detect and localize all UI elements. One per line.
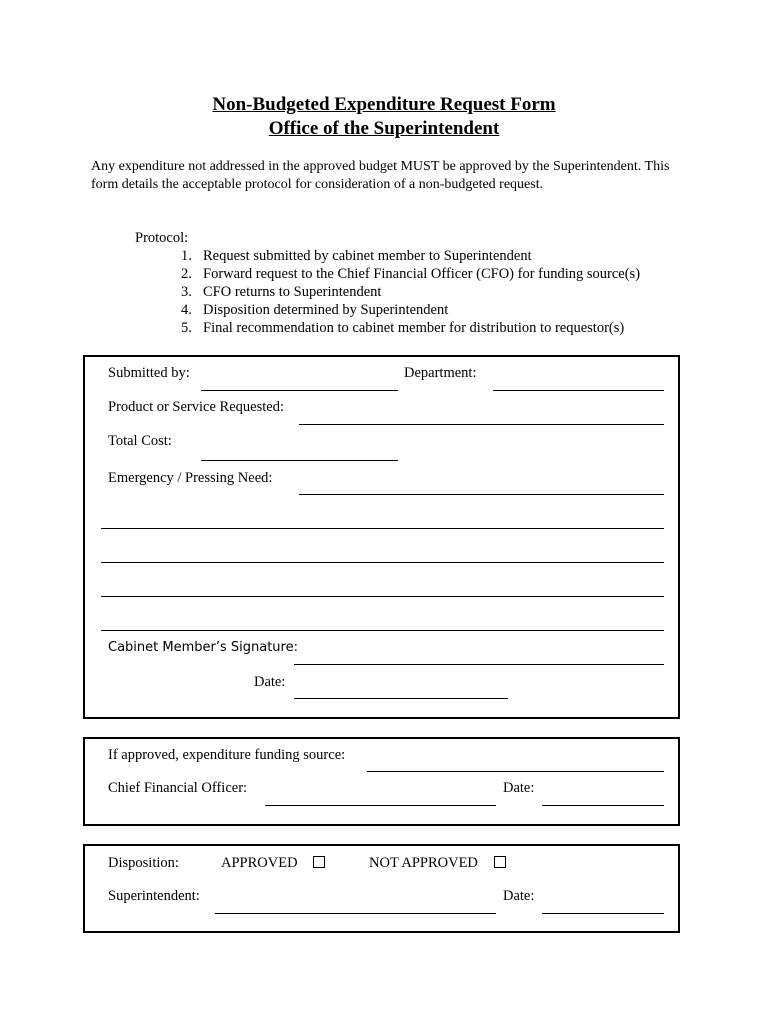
protocol-step-text: CFO returns to Superintendent: [203, 284, 382, 300]
emergency-need-line[interactable]: [101, 630, 664, 631]
protocol-step-text: Disposition determined by Superintendent: [203, 302, 449, 318]
submitted-by-field[interactable]: [201, 390, 398, 391]
department-label: Department:: [404, 365, 477, 381]
cabinet-date-label: Date:: [254, 674, 286, 690]
protocol-step-number: 1.: [181, 248, 192, 264]
cfo-label: Chief Financial Officer:: [108, 780, 248, 796]
emergency-need-line[interactable]: [101, 596, 664, 597]
cfo-date-field[interactable]: [542, 805, 664, 806]
protocol-step-text: Request submitted by cabinet member to Superintendent: [203, 248, 532, 264]
department-field[interactable]: [493, 390, 664, 391]
cfo-date-label: Date:: [503, 780, 535, 796]
superintendent-label: Superintendent:: [108, 888, 200, 904]
submitted-by-label: Submitted by:: [108, 365, 190, 381]
disposition-label: Disposition:: [108, 855, 179, 871]
cabinet-signature-label: Cabinet Member’s Signature:: [108, 640, 298, 655]
funding-source-field[interactable]: [367, 771, 664, 772]
approved-label: APPROVED: [221, 855, 298, 871]
emergency-need-field[interactable]: [299, 494, 664, 495]
total-cost-field[interactable]: [201, 460, 398, 461]
intro-paragraph: Any expenditure not addressed in the approved budget MUST be approved by the Superintendent. This form details the acceptable protocol for consideration of a non-budgeted request.: [91, 159, 670, 192]
emergency-need-label: Emergency / Pressing Need:: [108, 470, 273, 486]
cabinet-signature-field[interactable]: [294, 664, 664, 665]
protocol-step-number: 2.: [181, 266, 192, 282]
not-approved-checkbox[interactable]: [494, 856, 506, 868]
superintendent-date-field[interactable]: [542, 913, 664, 914]
approved-checkbox[interactable]: [313, 856, 325, 868]
form-title: Non-Budgeted Expenditure Request Form: [212, 94, 556, 115]
protocol-step-text: Forward request to the Chief Financial Officer (CFO) for funding source(s): [203, 266, 641, 282]
total-cost-label: Total Cost:: [108, 433, 172, 449]
cabinet-date-field[interactable]: [294, 698, 508, 699]
superintendent-signature-field[interactable]: [215, 913, 496, 914]
product-service-field[interactable]: [299, 424, 664, 425]
superintendent-date-label: Date:: [503, 888, 535, 904]
product-service-label: Product or Service Requested:: [108, 399, 284, 415]
protocol-step-number: 5.: [181, 320, 192, 336]
protocol-step-number: 3.: [181, 284, 192, 300]
protocol-step-text: Final recommendation to cabinet member for distribution to requestor(s): [203, 320, 625, 336]
emergency-need-line[interactable]: [101, 562, 664, 563]
protocol-label: Protocol:: [135, 230, 189, 246]
emergency-need-line[interactable]: [101, 528, 664, 529]
cfo-signature-field[interactable]: [265, 805, 496, 806]
form-subtitle: Office of the Superintendent: [268, 118, 500, 139]
protocol-step-number: 4.: [181, 302, 192, 318]
not-approved-label: NOT APPROVED: [369, 855, 478, 871]
funding-source-label: If approved, expenditure funding source:: [108, 747, 346, 763]
